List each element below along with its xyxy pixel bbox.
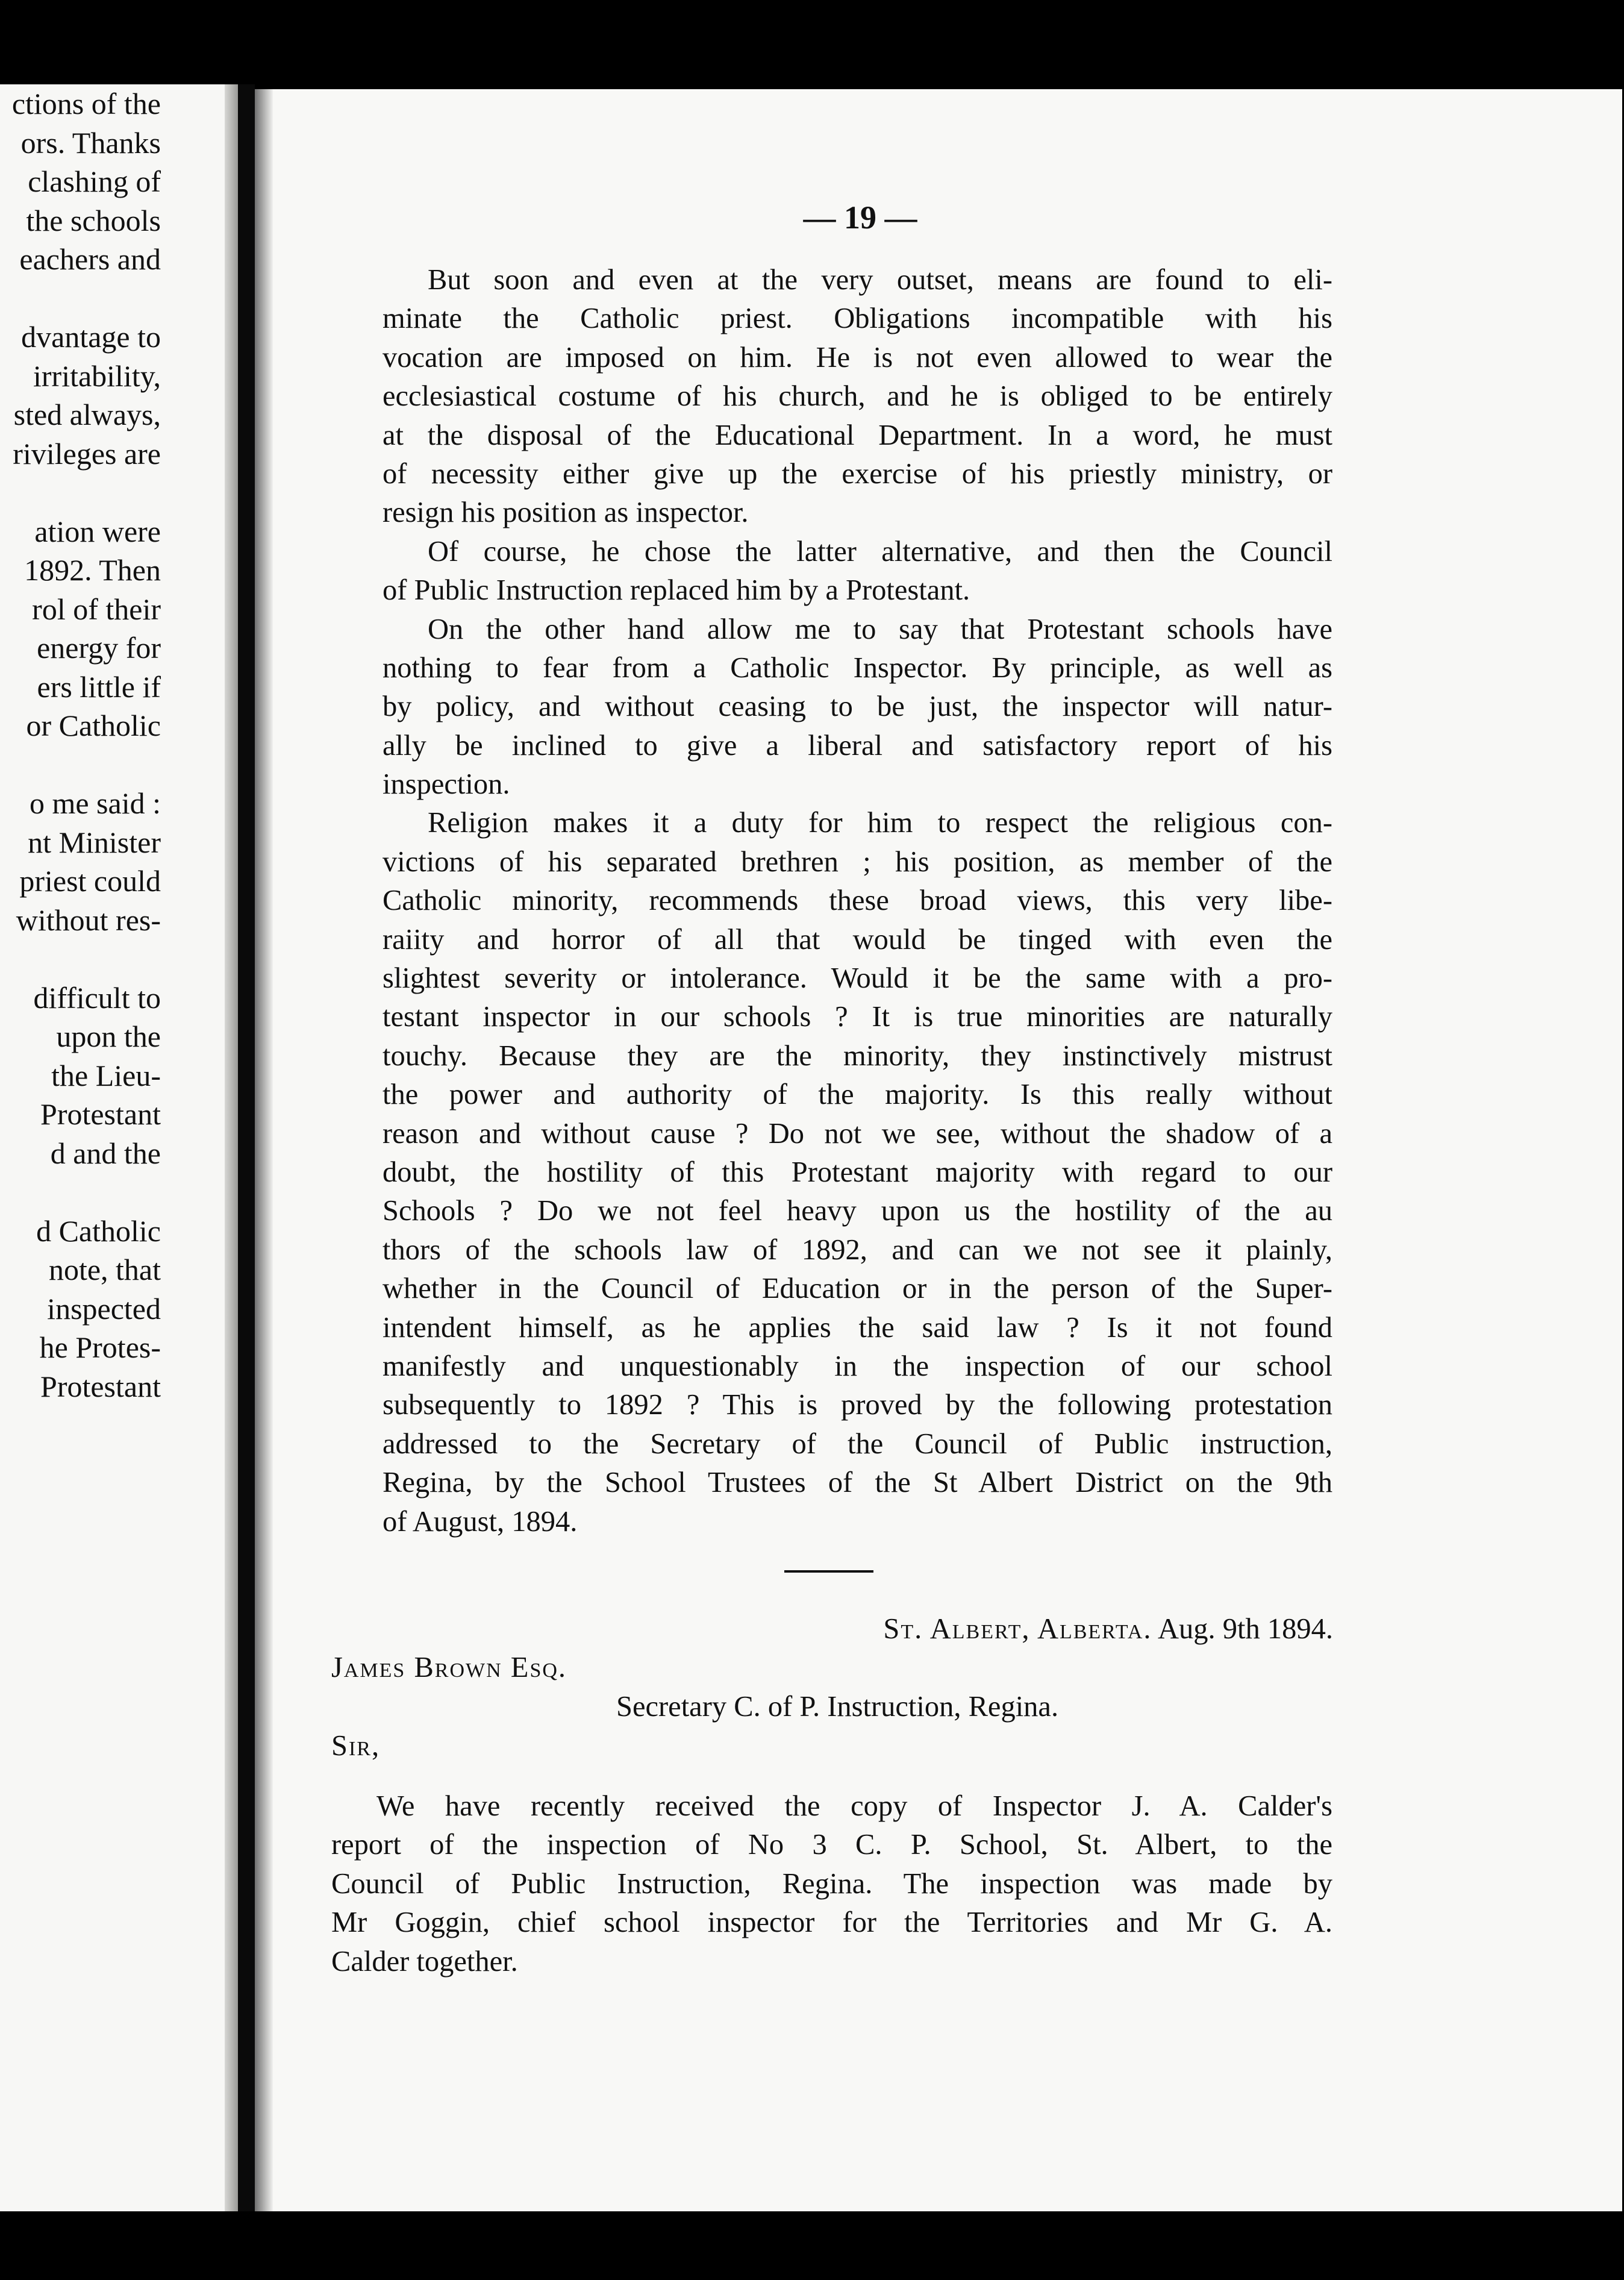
text-line: Catholic minority, recommends these broad views, this very libe- [383, 885, 1332, 917]
previous-page-line [0, 939, 161, 979]
text-line: by policy, and without ceasing to be just, the inspector will natur- [383, 691, 1332, 723]
text-line: reason and without cause ? Do not we see, without the shadow of a [383, 1117, 1332, 1150]
text-line: of August, 1894. [383, 1505, 578, 1538]
previous-page-line: o me said : [29, 786, 161, 820]
previous-page-line: Protestant [40, 1097, 161, 1131]
text-line: at the disposal of the Educational Department. In a word, he must [383, 419, 1332, 451]
text-line: raiity and horror of all that would be tinged with even the [383, 923, 1332, 956]
page-number: — 19 — [803, 199, 917, 236]
text-line: of Public Instruction replaced him by a Protestant. [383, 574, 970, 607]
text-line: slightest severity or intolerance. Would it be the same with a pro- [383, 962, 1332, 995]
previous-page-line: d and the [50, 1136, 161, 1170]
previous-page-line [0, 1173, 161, 1212]
letter-line: Council of Public Instruction, Regina. The inspection was made by [331, 1867, 1332, 1900]
text-line: Schools ? Do we not feel heavy upon us the hostility of the au [383, 1195, 1332, 1227]
previous-page-line: ers little if [37, 669, 161, 704]
previous-page-line: nt Minister [28, 825, 161, 859]
letter-place: St. Albert, Alberta. [883, 1613, 1152, 1645]
text-line: testant inspector in our schools ? It is true minorities are naturally [383, 1001, 1332, 1033]
letter-addressee: James Brown Esq. [331, 1652, 567, 1683]
previous-page-line: difficult to [33, 980, 161, 1015]
text-line: minate the Catholic priest. Obligations incompatible with his [383, 302, 1332, 335]
text-line: the power and authority of the majority. Is this really without [383, 1079, 1332, 1111]
letter-line: Mr Goggin, chief school inspector for the Territories and Mr G. A. [331, 1906, 1332, 1939]
previous-page-line: sted always, [13, 398, 161, 431]
paragraph [383, 261, 1332, 533]
previous-page-line: priest could [19, 864, 161, 898]
text-line: vocation are imposed on him. He is not even allowed to wear the [383, 341, 1332, 374]
text-line: ally be inclined to give a liberal and satisfactory report of his [383, 729, 1332, 762]
text-line: subsequently to 1892 ? This is proved by the following protestation [383, 1389, 1332, 1421]
text-line: Religion makes it a duty for him to respect the religious con- [428, 807, 1332, 839]
previous-page-line: clashing of [28, 164, 161, 198]
text-line: manifestly and unquestionably in the inspection of our school [383, 1350, 1332, 1382]
text-line: victions of his separated brethren ; his position, as member of the [383, 845, 1332, 878]
main-text [383, 261, 1332, 1541]
text-line: inspection. [383, 768, 510, 801]
previous-page-line: irritability, [33, 359, 161, 393]
letter-line: report of the inspection of No 3 C. P. School, St. Albert, to the [331, 1829, 1332, 1861]
binding-gutter [238, 84, 255, 2211]
previous-page-line [0, 279, 161, 318]
letter-addressee-title: Secretary C. of P. Instruction, Regina. [616, 1691, 1059, 1723]
letter-line: Calder together. [331, 1945, 518, 1978]
text-line: of necessity either give up the exercise of his priestly ministry, or [383, 457, 1332, 490]
previous-page [0, 84, 238, 2211]
previous-page-line [0, 745, 161, 785]
previous-page-line: he Protes- [39, 1330, 161, 1364]
previous-page-line: the schools [26, 203, 161, 237]
page-edge-shadow [225, 84, 238, 2211]
previous-page-line: inspected [47, 1291, 161, 1326]
text-line: addressed to the Secretary of the Council of Public instruction, [383, 1427, 1332, 1460]
text-line: ecclesiastical costume of his church, and he is obliged to be entirely [383, 380, 1332, 413]
text-line: But soon and even at the very outset, means are found to eli- [428, 264, 1332, 296]
text-line: Regina, by the School Trustees of the St Albert District on the 9th [383, 1467, 1332, 1499]
previous-page-line: ors. Thanks [20, 125, 161, 160]
previous-page-line: Protestant [40, 1369, 161, 1403]
text-line: whether in the Council of Education or in the person of the Super- [383, 1273, 1332, 1305]
letter-salutation: Sir, [331, 1730, 381, 1762]
previous-page-line: note, that [48, 1253, 161, 1286]
previous-page-line: eachers and [19, 242, 161, 276]
text-line: intendent himself, as he applies the said law ? Is it not found [383, 1311, 1332, 1344]
previous-page-line: d Catholic [36, 1214, 161, 1248]
text-line: nothing to fear from a Catholic Inspector. By principle, as well as [383, 651, 1332, 684]
letter-place-date [883, 1612, 1333, 1646]
paragraph [383, 804, 1332, 1541]
previous-page-line: ation were [34, 514, 161, 548]
letter-line: We have recently received the copy of Inspector J. A. Calder's [376, 1790, 1332, 1822]
previous-page-line: ctions of the [11, 87, 161, 121]
section-divider [784, 1570, 873, 1573]
text-line: thors of the schools law of 1892, and can we not see it plainly, [383, 1233, 1332, 1266]
previous-page-line: rivileges are [13, 436, 161, 471]
text-line: Of course, he chose the latter alternative, and then the Council [428, 535, 1332, 568]
previous-page-line [0, 473, 161, 512]
previous-page-line: 1892. Then [24, 553, 161, 587]
text-line: resign his position as inspector. [383, 496, 749, 529]
previous-page-line: upon the [56, 1019, 161, 1053]
text-line: touchy. Because they are the minority, they instinctively mistrust [383, 1039, 1332, 1072]
previous-page-line: without res- [16, 903, 161, 937]
paragraph [383, 533, 1332, 610]
previous-page-line: or Catholic [26, 709, 161, 742]
current-page [255, 89, 1622, 2211]
previous-page-text [0, 84, 161, 1406]
previous-page-line: the Lieu- [51, 1058, 161, 1092]
paragraph [383, 610, 1332, 804]
letter-body [331, 1787, 1332, 1981]
previous-page-line: energy for [37, 631, 161, 665]
previous-page-line: dvantage to [21, 320, 161, 354]
text-line: On the other hand allow me to say that Protestant schools have [428, 613, 1332, 645]
previous-page-line: rol of their [32, 592, 161, 626]
letter-date: Aug. 9th 1894. [1158, 1613, 1333, 1645]
text-line: doubt, the hostility of this Protestant majority with regard to our [383, 1156, 1332, 1188]
